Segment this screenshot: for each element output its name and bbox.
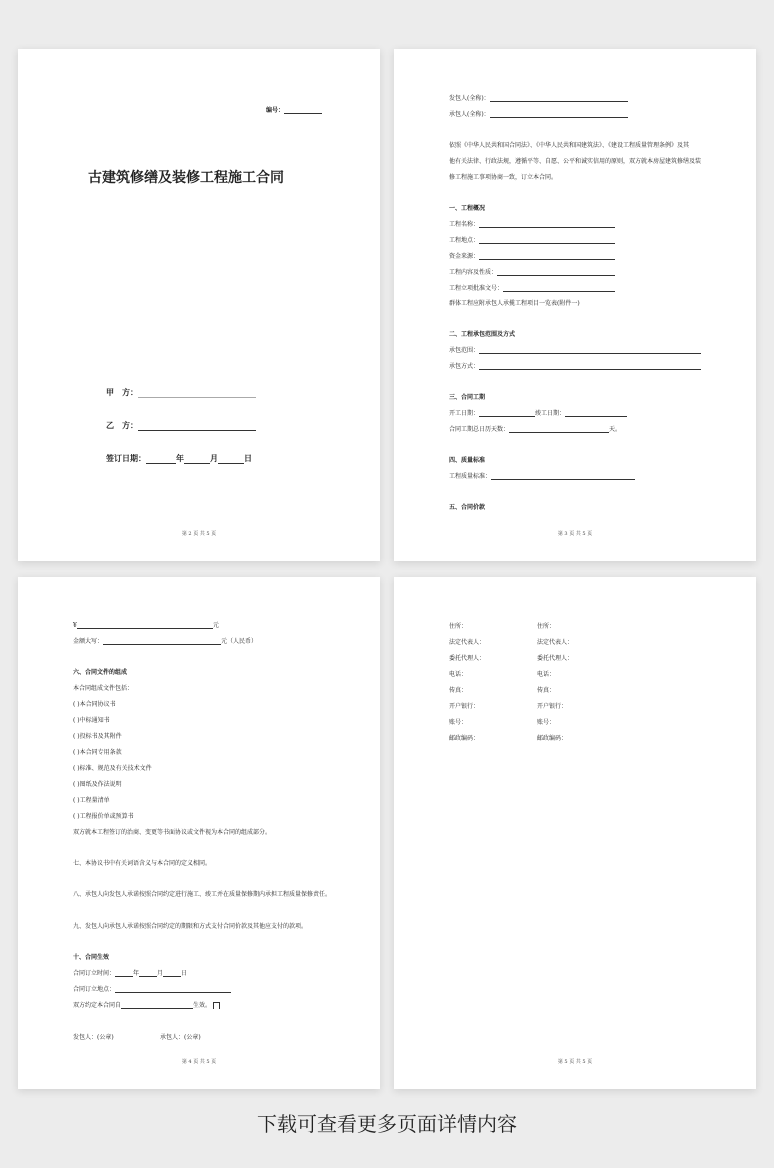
section-8: 八、承包人向发包人承诺按照合同约定进行施工、竣工并在质量保修期内承担工程质量保修责任。	[73, 891, 332, 898]
right-label: 电话：	[537, 671, 556, 678]
s3-total-row: 合同工期总日历天数： 天。	[449, 426, 622, 433]
s1-item-row: 工程名称：	[449, 219, 615, 228]
contract-number-blank	[284, 106, 322, 114]
sign-contractor: 承包人：(公章)	[160, 1034, 201, 1041]
section-6-title: 六、合同文件的组成	[73, 669, 128, 676]
s2-item-row: 承包方式：	[449, 361, 701, 370]
section-2-title: 二、工程承包范围及方式	[449, 331, 516, 338]
intro-line-2: 他有关法律、行政法规，遵循平等、自愿、公平和诚实信用的原则，双方就本房屋建筑修缮及装	[449, 158, 702, 165]
s6-item: ( )本合同协议书	[73, 701, 116, 708]
s1-item-row: 工程内容及性质：	[449, 267, 615, 276]
s6-item: ( )本合同专用条款	[73, 749, 122, 756]
section-10-title: 十、合同生效	[73, 954, 110, 961]
left-label: 电话：	[449, 671, 468, 678]
section-3-title: 三、合同工期	[449, 394, 486, 401]
price-figure-row: ¥ 元	[73, 622, 219, 629]
left-label: 住所：	[449, 623, 468, 630]
s10-place-row: 合同订立地点：	[73, 984, 231, 993]
left-label: 委托代理人：	[449, 655, 486, 662]
right-label: 账号：	[537, 719, 556, 726]
sign-employer: 发包人：(公章)	[73, 1034, 114, 1041]
s6-item: ( )工程报价单或预算书	[73, 813, 134, 820]
sign-date-row: 签订日期： 年 月 日	[106, 453, 252, 463]
left-label: 传真：	[449, 687, 468, 694]
section-7: 七、本协议书中有关词语含义与本合同的定义相同。	[73, 860, 212, 867]
left-label: 邮政编码：	[449, 735, 480, 742]
right-label: 开户银行：	[537, 703, 568, 710]
left-label: 法定代表人：	[449, 639, 486, 646]
left-label: 账号：	[449, 719, 468, 726]
s1-item-row: 工程地点：	[449, 235, 615, 244]
party-a-blank	[138, 390, 256, 398]
page-footer: 第 5 页 共 5 页	[557, 1059, 593, 1065]
right-label: 委托代理人：	[537, 655, 574, 662]
contract-page-3	[394, 49, 756, 561]
right-label: 法定代表人：	[537, 639, 574, 646]
s1-item-row: 工程立项批准文号：	[449, 283, 615, 292]
s6-intro: 本合同组成文件包括：	[73, 685, 134, 692]
s10-effect-row: 双方约定本合同自 生效。	[73, 1000, 220, 1009]
s4-item-row: 工程质量标准：	[449, 471, 635, 480]
section-5-title: 五、合同价款	[449, 504, 486, 511]
s6-item: ( )图纸及作法说明	[73, 781, 122, 788]
right-label: 传真：	[537, 687, 556, 694]
s6-item: ( )中标通知书	[73, 717, 110, 724]
s6-item: ( )标准、规范及有关技术文件	[73, 765, 152, 772]
contract-number-row: 编号：	[266, 105, 322, 114]
contract-page-4	[18, 577, 380, 1089]
s1-item-row: 资金来源：	[449, 251, 615, 260]
checkbox-mark	[213, 1002, 220, 1009]
contract-title: 古建筑修缮及装修工程施工合同	[88, 170, 284, 186]
contract-page-2	[18, 49, 380, 561]
download-caption: 下载可查看更多页面详情内容	[257, 1112, 517, 1136]
contractor-row: 承包人(全称)：	[449, 109, 628, 118]
page-footer: 第 3 页 共 5 页	[557, 531, 593, 537]
contract-page-5	[394, 577, 756, 1089]
s10-date-row: 合同订立时间： 年 月 日	[73, 970, 188, 977]
s6-item: ( )投标书及其附件	[73, 733, 122, 740]
section-9: 九、发包人向承包人承诺按照合同约定的期限和方式支付合同价款及其他应支付的款项。	[73, 923, 308, 930]
price-words-row: 金额大写： 元（人民币）	[73, 638, 258, 645]
s3-dates-row: 开工日期： 竣工日期：	[449, 408, 627, 417]
intro-line-3: 修工程施工事项协商一致，订立本合同。	[449, 174, 558, 181]
s1-note: 群体工程应附承包人承揽工程项目一览表(附件一)	[449, 300, 580, 307]
section-1-title: 一、工程概况	[449, 205, 486, 212]
party-b-blank	[138, 423, 256, 431]
page-footer: 第 4 页 共 5 页	[181, 1059, 217, 1065]
right-label: 住所：	[537, 623, 556, 630]
s2-item-row: 承包范围：	[449, 345, 701, 354]
left-label: 开户银行：	[449, 703, 480, 710]
s6-item: ( )工程量清单	[73, 797, 110, 804]
right-label: 邮政编码：	[537, 735, 568, 742]
party-b-row: 乙 方：	[106, 420, 256, 431]
intro-line-1: 依照《中华人民共和国合同法》、《中华人民共和国建筑法》、《建设工程质量管理条例》及其	[449, 142, 690, 149]
employer-row: 发包人(全称)：	[449, 93, 628, 102]
page-footer: 第 2 页 共 5 页	[181, 531, 217, 537]
s6-outro: 双方就本工程签订的治商、变更等书面协议或文件视为本合同的组成部分。	[73, 829, 272, 836]
party-a-row: 甲 方：	[106, 387, 256, 398]
section-4-title: 四、质量标准	[449, 457, 486, 464]
